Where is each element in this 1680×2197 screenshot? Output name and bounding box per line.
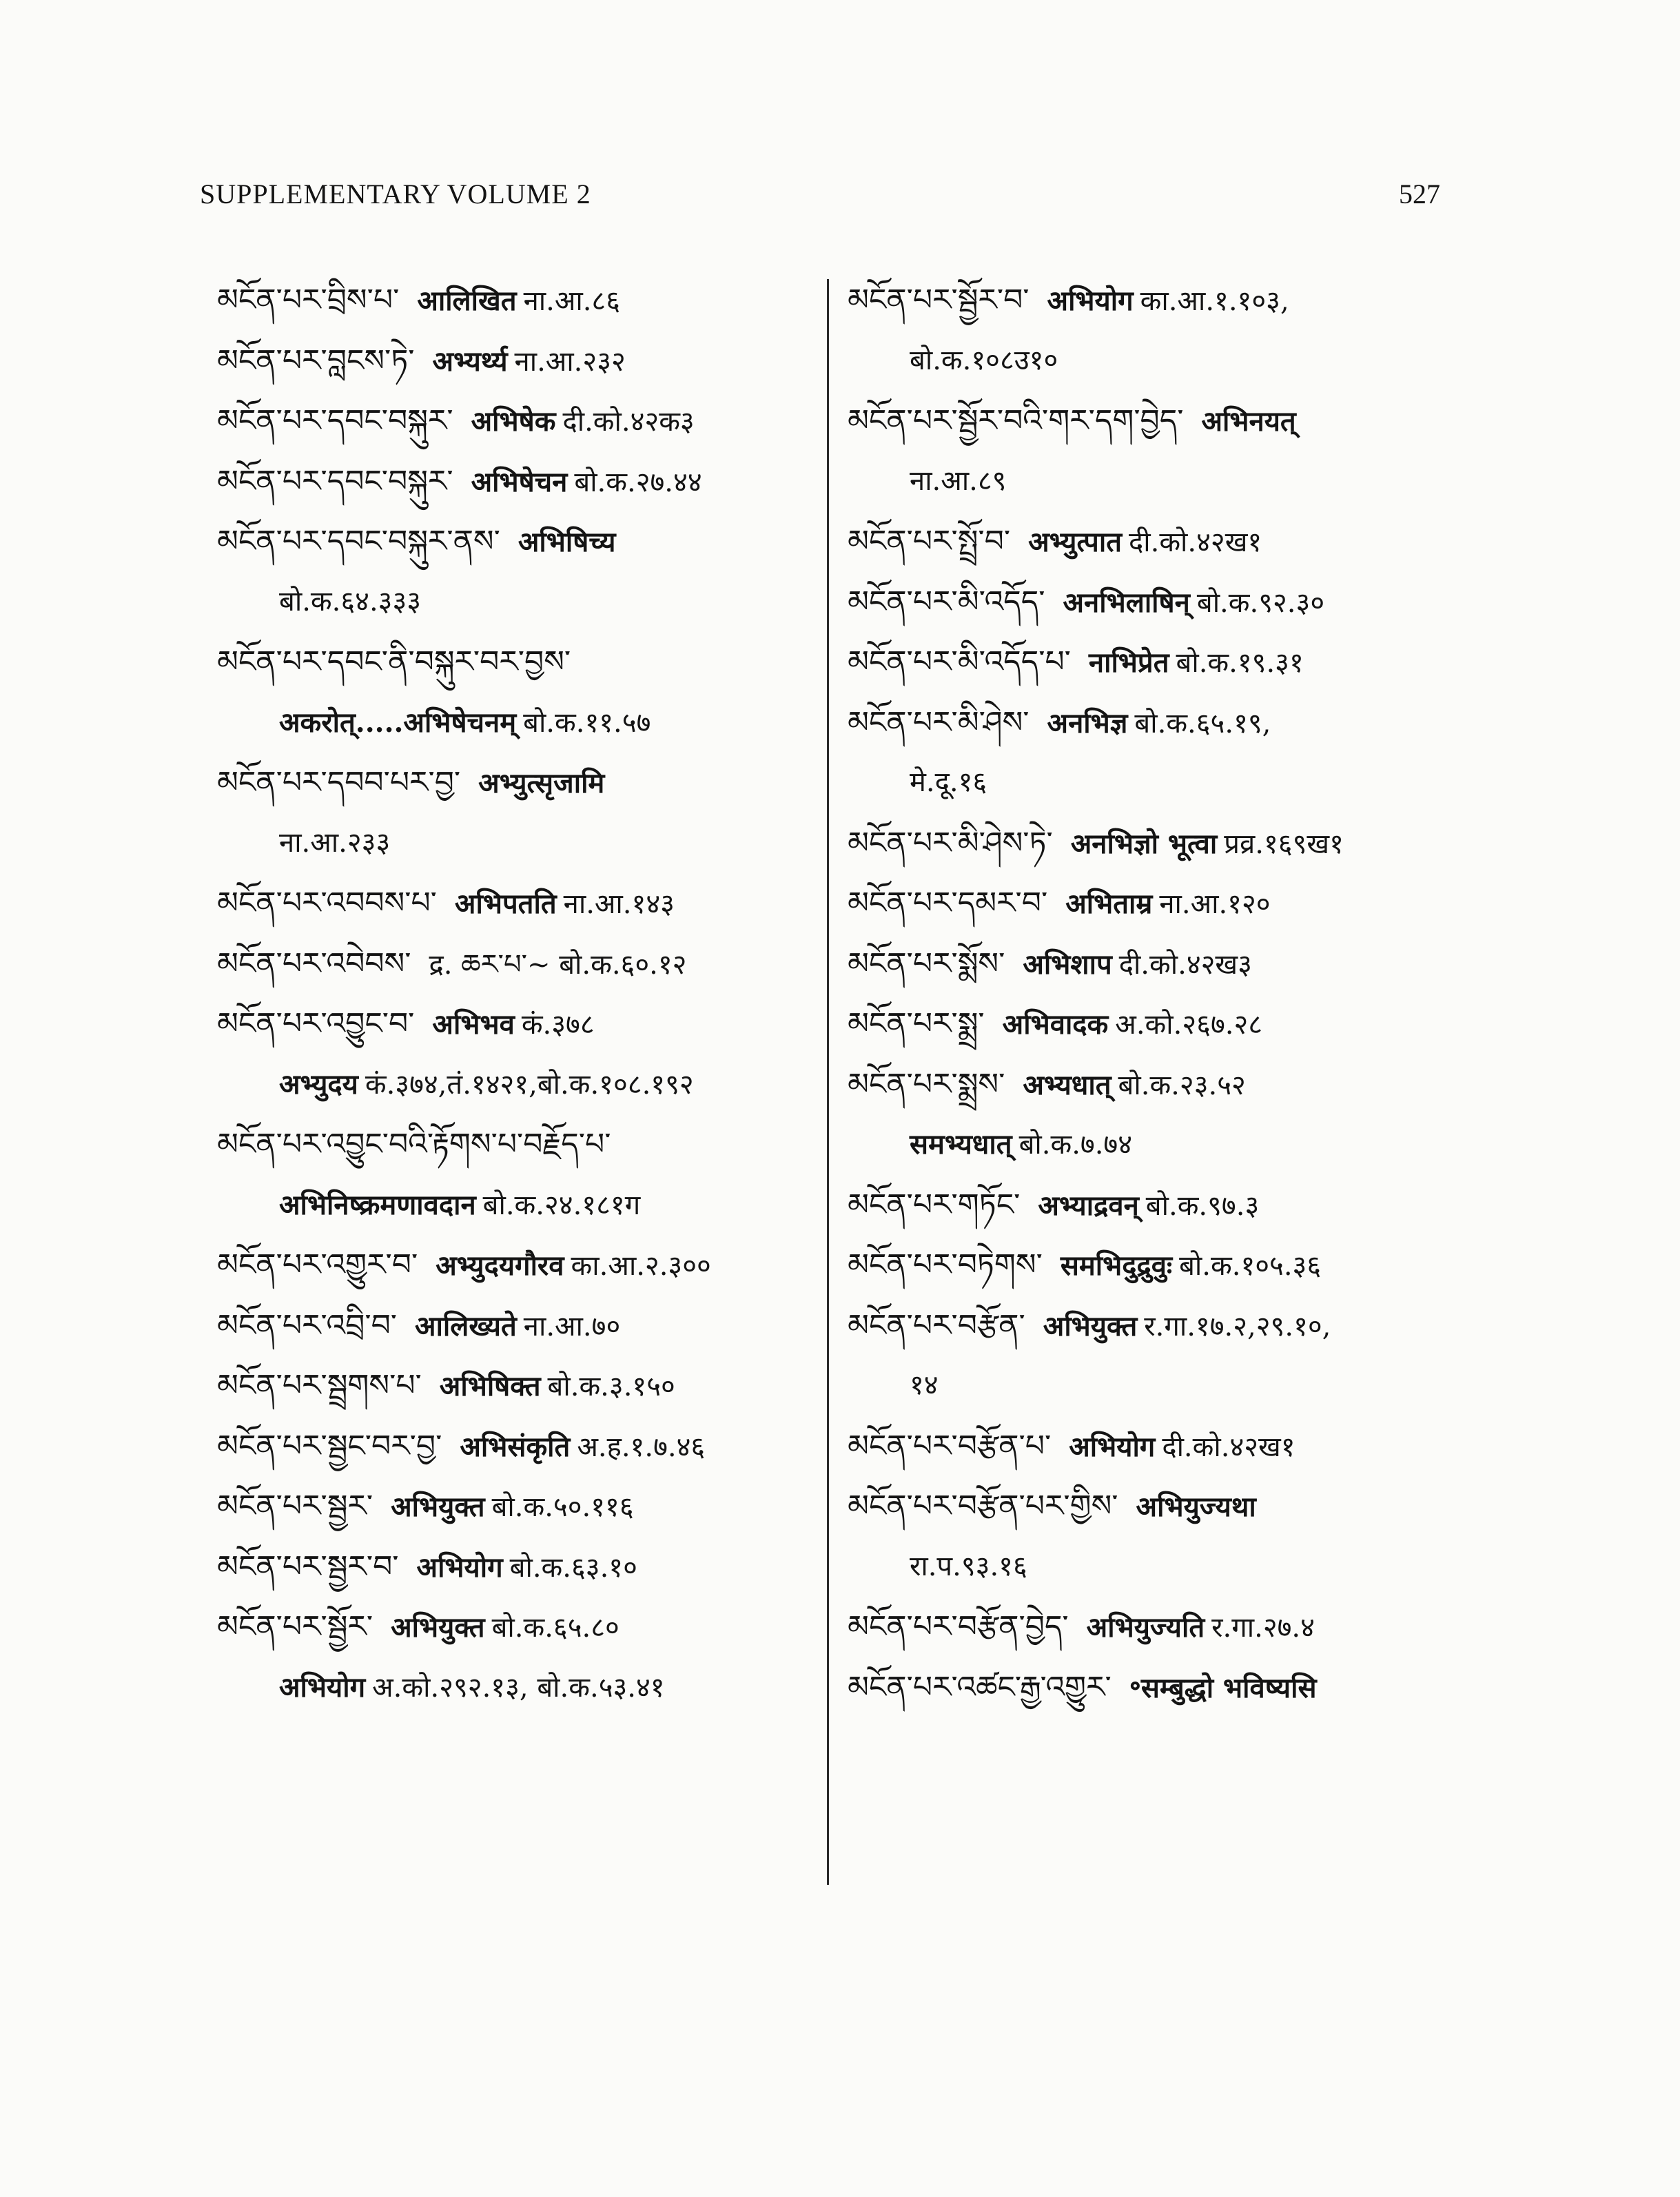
dictionary-entry (848, 1416, 1468, 1477)
dictionary-entry (848, 1597, 1468, 1657)
dictionary-entry (217, 1296, 823, 1356)
source-reference: बो.क.११.५७ (523, 706, 651, 739)
sanskrit-equivalent: अभ्यधात् (1023, 1068, 1112, 1101)
sanskrit-equivalent: अभियुज्यथा (1136, 1491, 1256, 1523)
sanskrit-equivalent: अभिषिक्त (439, 1370, 541, 1402)
running-header (200, 178, 1440, 219)
sanskrit-equivalent: अभियोग (416, 1551, 503, 1584)
left-column (217, 270, 823, 1717)
sanskrit-equivalent: आलिख्यते (415, 1309, 517, 1342)
dictionary-entry (848, 270, 1468, 331)
sanskrit-equivalent: अभिवादक (1002, 1008, 1109, 1041)
dictionary-entry (848, 572, 1468, 633)
entry-continuation (217, 813, 823, 874)
dictionary-entry (848, 1296, 1468, 1356)
tibetan-headword: མངོན་པར་བླངས་ཏེ་ (217, 343, 415, 378)
entry-continuation (848, 1114, 1468, 1175)
tibetan-headword: མངོན་པར་སྦྱར་ (217, 1489, 373, 1524)
source-reference: ना.आ.२३२ (514, 345, 626, 378)
dictionary-entry (217, 451, 823, 512)
dictionary-entry (848, 1235, 1468, 1296)
sanskrit-equivalent: अभियुक्त (1043, 1309, 1138, 1342)
source-reference: दी.को.४२ख१ (1129, 527, 1262, 558)
dictionary-entry (848, 632, 1468, 693)
sanskrit-equivalent: अभ्यर्थ्य (432, 345, 508, 378)
source-reference: र.गा.२७.४ (1211, 1612, 1315, 1644)
tibetan-headword: མངོན་པར་དབབ་པར་བྱ་ (217, 765, 461, 800)
tibetan-headword: མངོན་པར་འབེབས་ (217, 946, 411, 981)
tibetan-headword: མངོན་པར་མི་འདོད་པ་ (848, 644, 1071, 679)
dictionary-entry (217, 1537, 823, 1597)
sanskrit-equivalent: अभियुक्त (391, 1611, 485, 1644)
source-reference: बो.क.३.१५० (547, 1371, 675, 1402)
source-reference: बो.क.६५.८० (491, 1612, 619, 1644)
dictionary-entry (217, 1476, 823, 1537)
source-reference: १४ (910, 1369, 939, 1401)
sanskrit-equivalent: अनभिज्ञ (1047, 706, 1128, 739)
tibetan-headword: མངོན་པར་སྤྲོ་བ་ (848, 524, 1011, 559)
sanskrit-equivalent: अभिषेक (471, 405, 556, 438)
dictionary-entry (217, 1235, 823, 1296)
sanskrit-equivalent: अभ्युत्सृजामि (478, 767, 605, 799)
dictionary-entry (848, 511, 1468, 572)
sanskrit-equivalent: अभ्युदय (279, 1067, 358, 1101)
dictionary-entry (217, 331, 823, 391)
source-reference: मे.दू.१६ (910, 766, 987, 798)
dictionary-entry (217, 1114, 823, 1175)
source-reference: अ.ह.१.७.४६ (577, 1431, 706, 1463)
source-reference: का.आ.२.३०० (571, 1250, 711, 1282)
entry-continuation (217, 1054, 823, 1115)
dictionary-entry (848, 994, 1468, 1054)
source-reference: बो.क.६४.३३३ (279, 585, 422, 617)
dictionary-entry (217, 511, 823, 572)
sanskrit-equivalent: ॰सम्बुद्धो भविष्यसि (1129, 1671, 1317, 1704)
dictionary-entry (848, 1476, 1468, 1537)
source-reference: बो.क.१०८उ१० (910, 344, 1058, 376)
tibetan-headword: མངོན་པར་བཏེགས་ (848, 1247, 1043, 1283)
source-reference: बो.क.९२.३० (1196, 586, 1325, 619)
entry-continuation (848, 1537, 1468, 1597)
tibetan-headword: མངོན་པར་དབང་བསྐུར་ (217, 463, 453, 499)
dictionary-entry (848, 873, 1468, 934)
tibetan-headword: མངོན་པར་མི་ཤེས་ (848, 704, 1029, 740)
dictionary-entry (848, 693, 1468, 753)
source-reference: बो.क.१०५.३६ (1179, 1250, 1322, 1282)
source-reference: रा.प.९३.१६ (910, 1550, 1027, 1582)
sanskrit-equivalent: अभिनिष्क्रमणावदान (279, 1188, 476, 1221)
tibetan-headword: མངོན་པར་འབྱུང་བ་ (217, 1006, 415, 1041)
sanskrit-equivalent: अनभिज्ञो भूत्वा (1070, 827, 1218, 860)
source-reference: अ.को.२६७.२८ (1115, 1009, 1263, 1041)
dictionary-entry (217, 873, 823, 934)
dictionary-entry (848, 1054, 1468, 1115)
dictionary-entry (217, 391, 823, 451)
tibetan-headword: མངོན་པར་དབང་ནི་བསྐུར་བར་བྱས་ (217, 644, 571, 679)
sanskrit-equivalent: समभ्यधात् (910, 1128, 1012, 1161)
sanskrit-equivalent: अभिषिच्य (518, 526, 616, 558)
tibetan-headword: མངོན་པར་སྨྲས་ (848, 1066, 1005, 1102)
source-reference: प्रव्र.१६९ख१ (1224, 828, 1344, 860)
dictionary-entry (848, 813, 1468, 874)
tibetan-headword: མངོན་པར་དམར་བ་ (848, 886, 1048, 921)
tibetan-headword: མངོན་པར་སྦྱར་བ་ (217, 1549, 399, 1584)
sanskrit-equivalent: अभ्युत्पात (1028, 526, 1122, 558)
source-reference: ना.आ.८६ (523, 285, 621, 317)
tibetan-headword: མངོན་པར་གཏོང་ (848, 1187, 1021, 1223)
sanskrit-equivalent: अभियोग (1047, 285, 1134, 317)
source-reference: ना.आ.२३३ (279, 826, 391, 859)
source-reference: दी.को.४२ख३ (1118, 948, 1252, 981)
tibetan-headword: མངོན་པར་འབྲི་བ་ (217, 1307, 398, 1343)
tibetan-headword: མངོན་པར་འབྱུང་བའི་རྟོགས་པ་བརྗོད་པ་ (217, 1127, 611, 1162)
tibetan-headword: མངོན་པར་སྦྲགས་པ་ (217, 1368, 422, 1403)
source-reference: अ.को.२९२.१३, बो.क.५३.४१ (372, 1671, 665, 1704)
source-reference: बो.क.२३.५२ (1118, 1069, 1246, 1101)
entry-continuation (848, 1356, 1468, 1416)
source-reference: कं.३७८ (521, 1009, 595, 1041)
tibetan-headword: མངོན་པར་བརྩོན་པ་ (848, 1428, 1052, 1464)
sanskrit-equivalent: अभिपतति (454, 888, 557, 920)
entry-continuation (217, 572, 823, 633)
sanskrit-equivalent: समभिदुद्रुवुः (1060, 1249, 1173, 1282)
tibetan-headword: མངོན་པར་སྦྱོར་ (217, 1609, 373, 1644)
source-reference: ना.आ.७० (523, 1310, 621, 1342)
tibetan-headword: མངོན་པར་སྦྱོར་བ་ (848, 283, 1029, 318)
dictionary-entry (217, 1597, 823, 1657)
sanskrit-equivalent: अभियुज्यति (1086, 1611, 1205, 1644)
sanskrit-equivalent: अभ्याद्रवन् (1038, 1189, 1139, 1222)
dictionary-entry (217, 753, 823, 813)
entry-continuation (848, 331, 1468, 391)
source-reference: का.आ.१.१०३, (1140, 285, 1289, 317)
tibetan-headword: མངོན་པར་དབང་བསྐུར་ (217, 403, 453, 438)
source-reference: ना.आ.१२० (1159, 888, 1271, 920)
sanskrit-equivalent: अभिशाप (1023, 948, 1112, 981)
tibetan-headword: མངོན་པར་འབབས་པ་ (217, 886, 437, 921)
sanskrit-equivalent: अभिताम्र (1065, 888, 1153, 920)
entry-continuation (217, 693, 823, 753)
tibetan-headword: མངོན་པར་དབང་བསྐུར་ནས་ (217, 524, 500, 559)
tibetan-headword: མངོན་པར་སྨྲ་ (848, 1006, 985, 1041)
column-divider (827, 279, 829, 1885)
sanskrit-equivalent: नाभिप्रेत (1088, 646, 1169, 679)
source-reference: दी.को.४२ख१ (1162, 1431, 1295, 1463)
tibetan-headword: མངོན་པར་མི་ཤེས་ཏེ་ (848, 825, 1053, 861)
dictionary-entry (848, 934, 1468, 994)
source-reference: कं.३७४,तं.१४२१,बो.क.१०८.१९२ (365, 1068, 694, 1101)
sanskrit-equivalent: अभ्युदयगौरव (436, 1249, 564, 1282)
tibetan-headword: མངོན་པར་སྦྱོར་བའི་གར་དག་བྱེད་ (848, 403, 1184, 438)
sanskrit-equivalent: अभियोग (279, 1670, 366, 1704)
sanskrit-equivalent: अभियोग (1069, 1430, 1156, 1463)
source-reference: र.गा.१७.२,२९.१०, (1144, 1310, 1331, 1342)
tibetan-headword: མངོན་པར་བརྩོན་ (848, 1307, 1025, 1343)
tibetan-headword: མངོན་པར་སྨོས་ (848, 946, 1005, 981)
source-reference: ना.आ.८९ (910, 464, 1007, 497)
tibetan-headword: མངོན་པར་སྦྱང་བར་བྱ་ (217, 1428, 442, 1464)
tibetan-headword: མངོན་པར་འགྱུར་བ་ (217, 1247, 418, 1283)
source-reference: बो.क.१९.३१ (1176, 647, 1304, 679)
dictionary-entry (217, 994, 823, 1054)
sanskrit-equivalent: अनभिलाषिन् (1063, 586, 1190, 619)
sanskrit-equivalent: अभिनयत् (1201, 405, 1296, 438)
tibetan-headword: མངོན་པར་འཚང་རྒྱ་འགྱུར་ (848, 1669, 1112, 1705)
entry-continuation (848, 451, 1468, 512)
dictionary-entry (217, 1356, 823, 1416)
entry-continuation (217, 1657, 823, 1718)
sanskrit-equivalent: अभिषेचन (471, 465, 568, 498)
source-reference: बो.क.६५.१९, (1134, 707, 1271, 739)
dictionary-entry (217, 270, 823, 331)
source-reference: बो.क.२४.१८१ग (482, 1189, 641, 1221)
source-reference: बो.क.२७.४४ (574, 466, 702, 498)
entry-continuation (848, 753, 1468, 813)
dictionary-entry (848, 1657, 1468, 1718)
running-title: SUPPLEMENTARY VOLUME 2 (200, 178, 591, 210)
source-reference: ना.आ.१४३ (563, 888, 675, 920)
entry-continuation (217, 1175, 823, 1236)
dictionary-entry (217, 632, 823, 693)
tibetan-headword: མངོན་པར་མི་འདོད་ (848, 584, 1045, 620)
source-reference: बो.क.९७.३ (1145, 1189, 1260, 1222)
source-reference: दी.को.४२क३ (562, 406, 695, 438)
source-reference: बो.क.७.७४ (1018, 1129, 1133, 1161)
dictionary-entry (848, 391, 1468, 451)
sanskrit-equivalent: अभिसंकृति (460, 1430, 571, 1463)
right-column (848, 270, 1468, 1717)
tibetan-headword: མངོན་པར་བརྩོན་པར་གྱིས་ (848, 1489, 1118, 1524)
sanskrit-equivalent: अभियुक्त (391, 1491, 485, 1523)
sanskrit-equivalent: अभिभव (432, 1008, 515, 1041)
tibetan-headword: མངོན་པར་བྲིས་པ་ (217, 283, 400, 318)
page-number: 527 (1399, 178, 1440, 210)
dictionary-entry (217, 1416, 823, 1477)
sanskrit-equivalent: आलिखित (417, 285, 517, 317)
tibetan-headword: མངོན་པར་བརྩོན་བྱེད་ (848, 1609, 1069, 1644)
source-reference: द्र. ཆར་པ་~ बो.क.६०.१२ (429, 948, 687, 981)
dictionary-entry (217, 934, 823, 994)
dictionary-entry (848, 1175, 1468, 1236)
sanskrit-equivalent: अकरोत्.....अभिषेचनम् (279, 706, 517, 739)
source-reference: बो.क.६३.१० (509, 1551, 637, 1584)
source-reference: बो.क.५०.११६ (491, 1491, 634, 1523)
